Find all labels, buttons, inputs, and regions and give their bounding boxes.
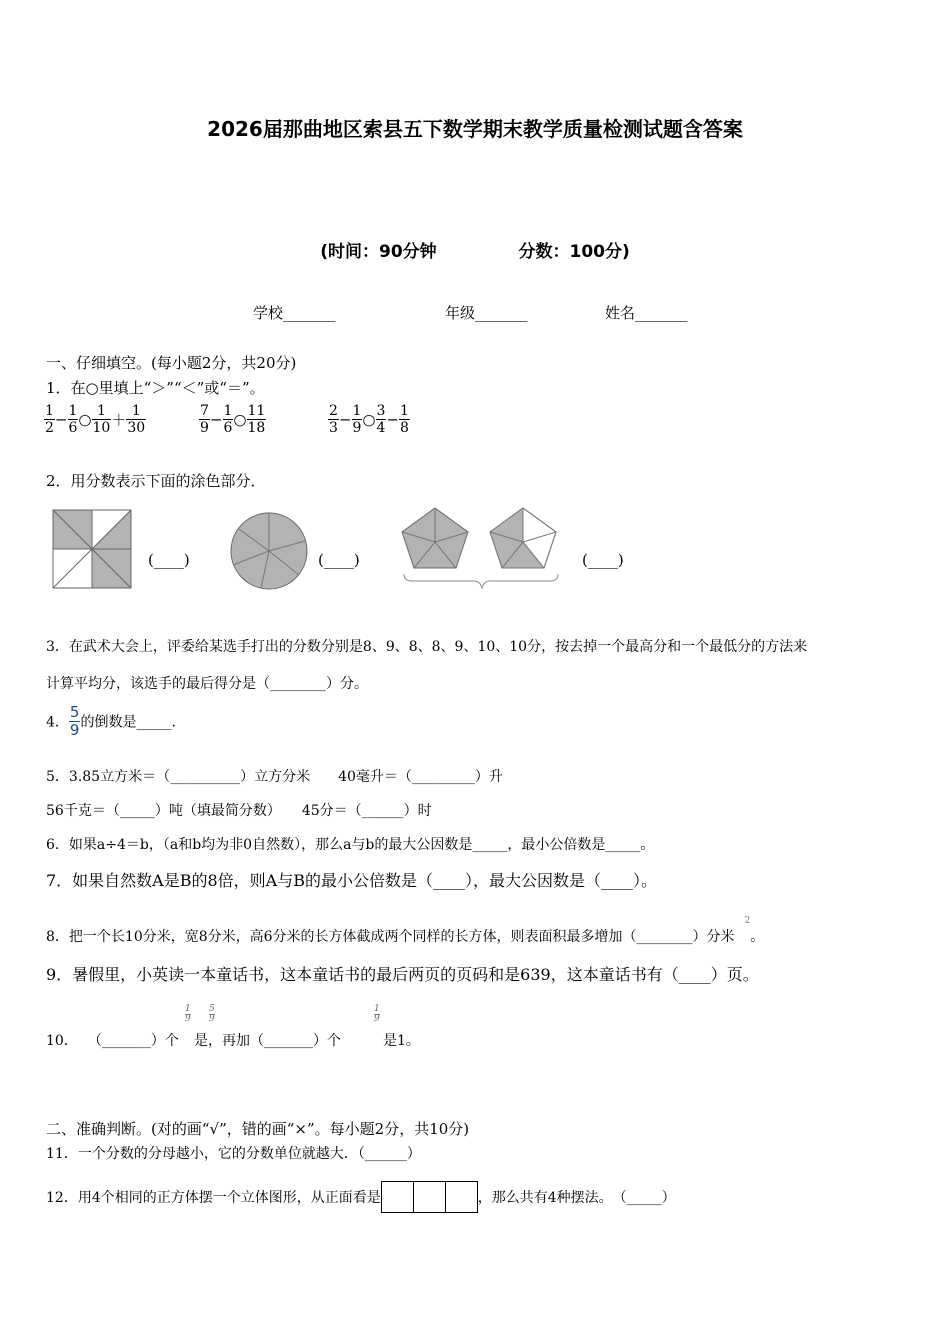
time-label: (时间：90分钟 [320,242,437,262]
q1-expr1: $\frac{1}{2}$ − $\frac{1}{6}$ ○ $\frac{1}{10}$ ＋ $\frac{1}{30}$ [45,403,146,436]
section2-heading: 二、准确判断。(对的画“√”，错的画“×”。每小题2分，共10分) [46,1120,470,1138]
q1-text: 1．在○里填上“＞”“＜”或“＝”。 [46,379,265,397]
q2-blank-2[interactable]: (____) [318,551,360,569]
q10-frac-3: $\frac{1}{9}$ [374,1004,380,1024]
exam-meta [0,237,950,262]
q2-blank-1[interactable]: (____) [148,551,190,569]
section1-heading: 一、仔细填空。(每小题2分，共20分) [46,354,297,372]
circle-figure [229,511,309,591]
q11-text: 11．一个分数的分母越小，它的分数单位就越大．（______） [46,1146,421,1162]
q1-expr3: $\frac{2}{3}$ − $\frac{1}{9}$ ○ $\frac{3}{4}$ − $\frac{1}{8}$ [329,403,409,436]
q3-line2: 计算平均分，该选手的最后得分是（________）分。 [46,676,368,692]
three-squares-figure [381,1181,478,1213]
pentagons-figure [400,506,560,590]
page-title: 2026届那曲地区索县五下数学期末教学质量检测试题含答案 [207,117,743,141]
q1-expr2: $\frac{7}{9}$ − $\frac{1}{6}$ ○ $\frac{11}{18}$ [200,403,266,436]
name-field: 姓名_______ [605,304,688,322]
q8-text: 8．把一个长10分米，宽8分米，高6分米的长方体截成两个同样的长方体，则表面积最多增加（________）分米$^2$。 [46,916,765,945]
q7-text: 7．如果自然数A是B的8倍，则A与B的最小公倍数是（____），最大公因数是（____）。 [46,871,657,890]
q4-line: 4． $\frac{5}{9}$ 的倒数是_____. [46,703,176,739]
grade-field: 年级_______ [445,304,528,322]
pinwheel-square-figure [52,509,132,589]
score-label: 分数：100分) [518,242,630,262]
q9-text: 9．暑假里，小英读一本童话书，这本童话书的最后两页的页码和是639，这本童话书有（____）页。 [46,965,759,984]
school-field: 学校_______ [253,304,336,322]
compare-circle[interactable]: ○ [233,410,247,429]
q10-frac-1: $\frac{1}{9}$ [185,1004,191,1024]
q10-line: 10． （_______）个 [46,1033,179,1049]
q2-text: 2．用分数表示下面的涂色部分． [46,472,266,490]
q5-line2: 56千克＝（_____）吨（填最简分数） 45分＝（______）时 [46,803,432,819]
compare-circle[interactable]: ○ [78,410,92,429]
q10-mid: 是，再加（_______）个 [194,1033,341,1049]
q2-blank-3[interactable]: (____) [582,551,624,569]
q10-frac-2: $\frac{5}{9}$ [209,1004,215,1024]
compare-circle[interactable]: ○ [362,410,376,429]
q10-end: 是1。 [383,1033,420,1049]
q6-text: 6．如果a÷4＝b，（a和b均为非0自然数），那么a与b的最大公因数是_____，最小公倍数是_____。 [46,837,655,853]
q3-line1: 3．在武术大会上，评委给某选手打出的分数分别是8、9、8、8、9、10、10分，按去掉一个最高分和一个最低分的方法来 [46,639,808,655]
q5-line1: 5．3.85立方米＝（__________）立方分米 40毫升＝（_________）升 [46,769,503,785]
q12-line: 12．用4个相同的正方体摆一个立体图形，从正面看是 ，那么共有4种摆法。 （_____） [46,1181,676,1213]
